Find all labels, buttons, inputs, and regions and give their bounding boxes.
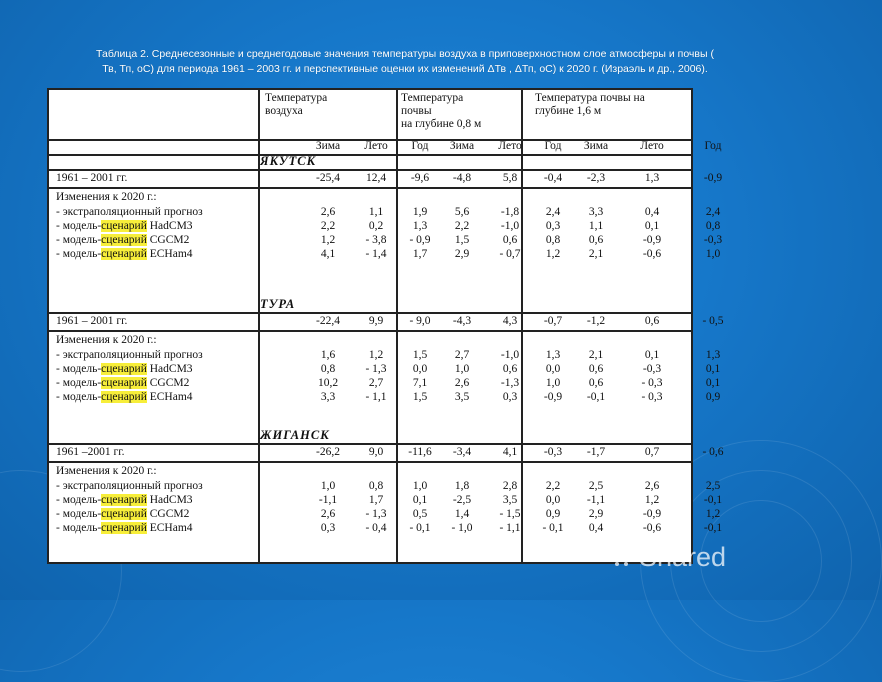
base-period-label: 1961 – 2001 гг. bbox=[56, 172, 128, 184]
scenario-row-label bbox=[56, 234, 189, 247]
scenario-value: -0,9 bbox=[642, 508, 662, 520]
scenario-value: 1,0 bbox=[412, 480, 428, 492]
scenario-value: 5,6 bbox=[454, 206, 470, 218]
scenario-value: -1,3 bbox=[500, 377, 520, 389]
scenario-value: - 1,4 bbox=[365, 248, 387, 260]
scenario-row-label bbox=[56, 206, 203, 219]
scenario-value: 0,8 bbox=[545, 234, 561, 246]
scenario-value: 1,3 bbox=[705, 349, 721, 361]
scenario-value: 0,3 bbox=[502, 391, 518, 403]
header-subcolumn-label: Лето bbox=[498, 140, 522, 152]
header-soil08-line: Температура bbox=[401, 92, 464, 104]
scenario-value: -0,1 bbox=[586, 391, 606, 403]
highlighted-term: сценарий bbox=[101, 508, 147, 520]
scenario-value: -1,1 bbox=[586, 494, 606, 506]
scenario-row-label bbox=[56, 508, 189, 521]
caption-line-2: Тв, Тп, оС) для периода 1961 – 2003 гг. и перспективные оценки их изменений ΔТв , ΔТп, оС) к 2020 г. (Израэль и др., 2006). bbox=[102, 63, 708, 75]
watermark-text: Shared bbox=[639, 542, 727, 572]
scenario-value: -1,8 bbox=[500, 206, 520, 218]
scenario-value: - 0,1 bbox=[542, 522, 564, 534]
scenario-value: 3,3 bbox=[320, 391, 336, 403]
scenario-value: 0,1 bbox=[705, 363, 721, 375]
scenario-value: 1,7 bbox=[412, 248, 428, 260]
header-soil08-line: на глубине 0,8 м bbox=[401, 118, 482, 130]
scenario-value: 0,3 bbox=[545, 220, 561, 232]
scenario-prefix: - модель- bbox=[56, 522, 102, 534]
scenario-row-label bbox=[56, 522, 193, 535]
highlighted-term: сценарий bbox=[101, 220, 147, 232]
scenario-value: - 1,0 bbox=[451, 522, 473, 534]
base-value: -9,6 bbox=[410, 172, 430, 184]
scenario-value: 1,6 bbox=[320, 349, 336, 361]
scenario-value: 0,9 bbox=[545, 508, 561, 520]
base-value: -1,2 bbox=[586, 315, 606, 327]
scenario-value: 0,6 bbox=[588, 234, 604, 246]
scenario-value: 1,1 bbox=[588, 220, 604, 232]
scenario-value: - 3,8 bbox=[365, 234, 387, 246]
changes-label: Изменения к 2020 г.: bbox=[56, 334, 157, 346]
header-bottom-separator bbox=[47, 154, 693, 156]
scenario-value: 2,6 bbox=[454, 377, 470, 389]
model-name: CGCM2 bbox=[146, 234, 190, 246]
row-separator bbox=[47, 187, 693, 189]
scenario-value: 0,8 bbox=[705, 220, 721, 232]
scenario-row-label bbox=[56, 248, 193, 261]
model-name: ECHam4 bbox=[146, 391, 193, 403]
scenario-value: 2,6 bbox=[320, 206, 336, 218]
base-value: -0,3 bbox=[543, 446, 563, 458]
header-subcolumn-label: Год bbox=[411, 140, 429, 152]
base-value: 4,1 bbox=[502, 446, 518, 458]
scenario-row-label bbox=[56, 494, 193, 507]
scenario-value: 1,7 bbox=[368, 494, 384, 506]
scenario-value: 1,5 bbox=[454, 234, 470, 246]
scenario-value: 1,4 bbox=[454, 508, 470, 520]
scenario-prefix: - модель- bbox=[56, 377, 102, 389]
changes-label: Изменения к 2020 г.: bbox=[56, 191, 157, 203]
base-value: - 9,0 bbox=[409, 315, 431, 327]
scenario-value: 0,1 bbox=[705, 377, 721, 389]
scenario-prefix: - экстраполяционный прогноз bbox=[56, 349, 203, 361]
header-subcolumn-label: Год bbox=[544, 140, 562, 152]
scenario-prefix: - модель- bbox=[56, 220, 102, 232]
scenario-value: -2,5 bbox=[452, 494, 472, 506]
scenario-value: 1,2 bbox=[545, 248, 561, 260]
scenario-value: 1,5 bbox=[412, 349, 428, 361]
highlighted-term: сценарий bbox=[101, 494, 147, 506]
base-value: 5,8 bbox=[502, 172, 518, 184]
scenario-value: 2,4 bbox=[705, 206, 721, 218]
base-value: -1,7 bbox=[586, 446, 606, 458]
scenario-prefix: - модель- bbox=[56, 248, 102, 260]
scenario-value: - 1,1 bbox=[365, 391, 387, 403]
base-value: 12,4 bbox=[365, 172, 387, 184]
section-separator bbox=[47, 312, 693, 314]
scenario-prefix: - модель- bbox=[56, 234, 102, 246]
highlighted-term: сценарий bbox=[101, 377, 147, 389]
highlighted-term: сценарий bbox=[101, 522, 147, 534]
scenario-row-label bbox=[56, 220, 193, 233]
scenario-value: 2,8 bbox=[502, 480, 518, 492]
header-subcolumn-label: Год bbox=[704, 140, 722, 152]
header-subcolumn-label: Зима bbox=[449, 140, 475, 152]
scenario-value: 2,2 bbox=[320, 220, 336, 232]
base-value: 0,7 bbox=[644, 446, 660, 458]
model-name: HadCM3 bbox=[146, 494, 193, 506]
model-name: HadCM3 bbox=[146, 363, 193, 375]
scenario-value: 1,0 bbox=[545, 377, 561, 389]
changes-label: Изменения к 2020 г.: bbox=[56, 465, 157, 477]
highlighted-term: сценарий bbox=[101, 248, 147, 260]
scenario-prefix: - экстраполяционный прогноз bbox=[56, 206, 203, 218]
scenario-value: 0,6 bbox=[588, 363, 604, 375]
scenario-value: 0,0 bbox=[545, 363, 561, 375]
scenario-prefix: - модель- bbox=[56, 508, 102, 520]
scenario-value: 1,2 bbox=[320, 234, 336, 246]
base-value: - 0,5 bbox=[702, 315, 724, 327]
scenario-value: 0,6 bbox=[588, 377, 604, 389]
table-border-top bbox=[47, 88, 693, 90]
header-subcolumn-label: Лето bbox=[364, 140, 388, 152]
scenario-value: 0,8 bbox=[368, 480, 384, 492]
scenario-value: 0,3 bbox=[320, 522, 336, 534]
row-separator bbox=[47, 461, 693, 463]
header-subcolumn-label: Лето bbox=[640, 140, 664, 152]
scenario-value: - 0,9 bbox=[409, 234, 431, 246]
scenario-value: -1,1 bbox=[318, 494, 338, 506]
scenario-value: - 0,3 bbox=[641, 391, 663, 403]
base-value: -26,2 bbox=[316, 446, 340, 458]
watermark-logo bbox=[607, 537, 726, 577]
model-name: ECHam4 bbox=[146, 248, 193, 260]
model-name: HadCM3 bbox=[146, 220, 193, 232]
scenario-value: -0,3 bbox=[703, 234, 723, 246]
scenario-row-label bbox=[56, 377, 189, 390]
scenario-value: 0,9 bbox=[705, 391, 721, 403]
base-period-label: 1961 –2001 гг. bbox=[56, 446, 125, 458]
scenario-prefix: - экстраполяционный прогноз bbox=[56, 480, 203, 492]
scenario-value: 1,9 bbox=[412, 206, 428, 218]
scenario-value: 2,6 bbox=[320, 508, 336, 520]
scenario-value: 1,1 bbox=[368, 206, 384, 218]
caption-line-1: Таблица 2. Среднесезонные и среднегодовые значения температуры воздуха в приповерхностном слое атмосферы и почвы ( bbox=[96, 48, 714, 60]
scenario-value: 3,3 bbox=[588, 206, 604, 218]
scenario-value: 2,7 bbox=[368, 377, 384, 389]
scenario-value: 0,6 bbox=[502, 363, 518, 375]
scenario-value: 7,1 bbox=[412, 377, 428, 389]
scenario-value: - 1,1 bbox=[499, 522, 521, 534]
base-value: 9,9 bbox=[368, 315, 384, 327]
scenario-value: 10,2 bbox=[317, 377, 339, 389]
scenario-row-label bbox=[56, 363, 193, 376]
header-subcolumn-label: Зима bbox=[315, 140, 341, 152]
scenario-value: 0,0 bbox=[412, 363, 428, 375]
section-title: ТУРА bbox=[260, 297, 296, 311]
base-value: - 0,6 bbox=[702, 446, 724, 458]
scenario-value: 0,1 bbox=[644, 349, 660, 361]
header-soil16-line: глубине 1,6 м bbox=[535, 105, 602, 117]
scenario-prefix: - модель- bbox=[56, 494, 102, 506]
scenario-value: 2,5 bbox=[588, 480, 604, 492]
base-value: 0,6 bbox=[644, 315, 660, 327]
scenario-value: - 0,3 bbox=[641, 377, 663, 389]
scenario-value: 1,8 bbox=[454, 480, 470, 492]
scenario-value: 1,0 bbox=[705, 248, 721, 260]
base-value: -25,4 bbox=[316, 172, 340, 184]
scenario-value: - 1,3 bbox=[365, 363, 387, 375]
base-value: -4,3 bbox=[452, 315, 472, 327]
scenario-value: -0,9 bbox=[543, 391, 563, 403]
scenario-value: -1,0 bbox=[500, 349, 520, 361]
scenario-value: 0,0 bbox=[545, 494, 561, 506]
scenario-value: - 0,7 bbox=[499, 248, 521, 260]
section-separator bbox=[47, 169, 693, 171]
model-name: ECHam4 bbox=[146, 522, 193, 534]
highlighted-term: сценарий bbox=[101, 391, 147, 403]
scenario-prefix: - модель- bbox=[56, 391, 102, 403]
cart-icon bbox=[607, 539, 633, 579]
base-value: -0,7 bbox=[543, 315, 563, 327]
table-border-bottom bbox=[47, 562, 693, 564]
scenario-value: 1,5 bbox=[412, 391, 428, 403]
scenario-value: 2,4 bbox=[545, 206, 561, 218]
model-name: CGCM2 bbox=[146, 508, 190, 520]
base-value: -11,6 bbox=[408, 446, 432, 458]
scenario-value: 2,9 bbox=[588, 508, 604, 520]
scenario-value: 1,2 bbox=[368, 349, 384, 361]
section-title: ЯКУТСК bbox=[260, 154, 317, 168]
base-value: -0,4 bbox=[543, 172, 563, 184]
base-value: 1,3 bbox=[644, 172, 660, 184]
section-title: ЖИГАНСК bbox=[260, 428, 330, 442]
section-separator bbox=[47, 443, 693, 445]
scenario-value: 1,2 bbox=[705, 508, 721, 520]
scenario-value: 1,0 bbox=[320, 480, 336, 492]
scenario-value: 2,7 bbox=[454, 349, 470, 361]
scenario-value: 2,2 bbox=[454, 220, 470, 232]
base-value: -2,3 bbox=[586, 172, 606, 184]
scenario-value: 0,8 bbox=[320, 363, 336, 375]
scenario-value: -1,0 bbox=[500, 220, 520, 232]
scenario-value: 1,0 bbox=[454, 363, 470, 375]
header-soil08-line: почвы bbox=[401, 105, 432, 117]
scenario-value: 0,2 bbox=[368, 220, 384, 232]
scenario-row-label bbox=[56, 391, 193, 404]
scenario-value: 2,2 bbox=[545, 480, 561, 492]
scenario-value: - 1,5 bbox=[499, 508, 521, 520]
scenario-prefix: - модель- bbox=[56, 363, 102, 375]
scenario-value: -0,1 bbox=[703, 494, 723, 506]
scenario-row-label bbox=[56, 349, 203, 362]
scenario-value: 3,5 bbox=[454, 391, 470, 403]
base-period-label: 1961 – 2001 гг. bbox=[56, 315, 128, 327]
base-value: -22,4 bbox=[316, 315, 340, 327]
highlighted-term: сценарий bbox=[101, 363, 147, 375]
scenario-value: 2,6 bbox=[644, 480, 660, 492]
scenario-value: 2,9 bbox=[454, 248, 470, 260]
scenario-value: - 0,1 bbox=[409, 522, 431, 534]
scenario-value: -0,1 bbox=[703, 522, 723, 534]
header-air-line: воздуха bbox=[265, 105, 303, 117]
scenario-value: 1,2 bbox=[644, 494, 660, 506]
highlighted-term: сценарий bbox=[101, 234, 147, 246]
scenario-value: -0,6 bbox=[642, 522, 662, 534]
scenario-value: -0,9 bbox=[642, 234, 662, 246]
scenario-row-label bbox=[56, 480, 203, 493]
base-value: 9,0 bbox=[368, 446, 384, 458]
scenario-value: 0,4 bbox=[644, 206, 660, 218]
header-air-line: Температура bbox=[265, 92, 328, 104]
table-caption bbox=[60, 47, 750, 77]
scenario-value: 4,1 bbox=[320, 248, 336, 260]
scenario-value: 0,5 bbox=[412, 508, 428, 520]
scenario-value: -0,3 bbox=[642, 363, 662, 375]
scenario-value: 2,1 bbox=[588, 349, 604, 361]
scenario-value: 1,3 bbox=[545, 349, 561, 361]
base-value: 4,3 bbox=[502, 315, 518, 327]
scenario-value: 2,1 bbox=[588, 248, 604, 260]
table-border-left bbox=[47, 88, 49, 564]
base-value: -3,4 bbox=[452, 446, 472, 458]
scenario-value: 0,1 bbox=[644, 220, 660, 232]
scenario-value: -0,6 bbox=[642, 248, 662, 260]
row-separator bbox=[47, 330, 693, 332]
base-value: -4,8 bbox=[452, 172, 472, 184]
scenario-value: 2,5 bbox=[705, 480, 721, 492]
base-value: -0,9 bbox=[703, 172, 723, 184]
scenario-value: - 0,4 bbox=[365, 522, 387, 534]
header-soil16-line: Температура почвы на bbox=[535, 92, 645, 104]
header-subcolumn-label: Зима bbox=[583, 140, 609, 152]
scenario-value: 3,5 bbox=[502, 494, 518, 506]
scenario-value: 0,6 bbox=[502, 234, 518, 246]
scenario-value: - 1,3 bbox=[365, 508, 387, 520]
model-name: CGCM2 bbox=[146, 377, 190, 389]
scenario-value: 0,4 bbox=[588, 522, 604, 534]
scenario-value: 0,1 bbox=[412, 494, 428, 506]
scenario-value: 1,3 bbox=[412, 220, 428, 232]
